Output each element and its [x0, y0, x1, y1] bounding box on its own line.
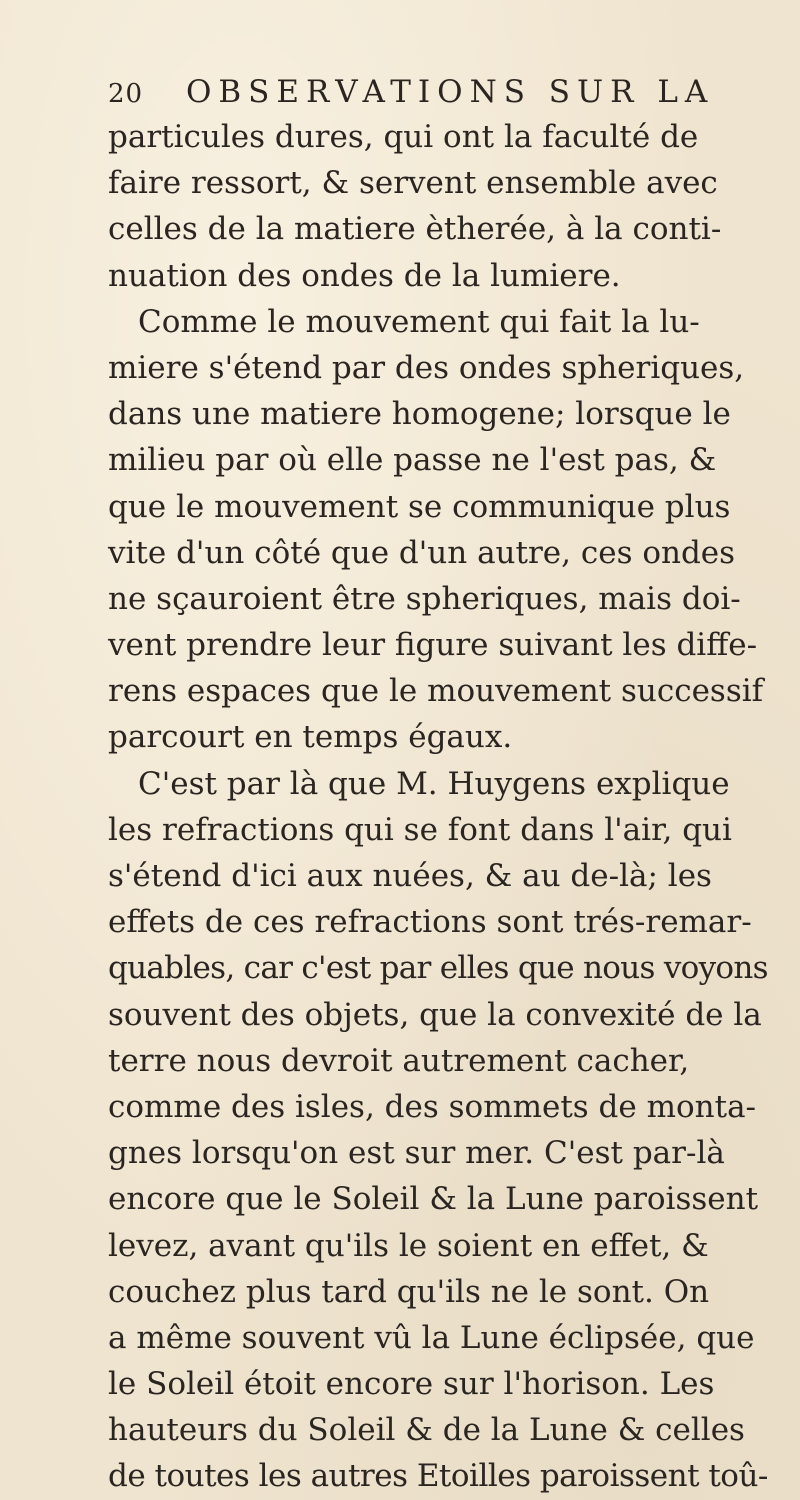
text-line: comme des isles, des sommets de monta- — [108, 1088, 757, 1125]
text-line: hauteurs du Soleil & de la Lune & celles — [108, 1412, 745, 1449]
text-line: le Soleil étoit encore sur l'horison. Les — [108, 1366, 715, 1403]
text-line: parcourt en temps égaux. — [108, 719, 513, 756]
text-line: levez, avant qu'ils le soient en effet, & — [108, 1227, 709, 1264]
text-line: nuation des ondes de la lumiere. — [108, 257, 621, 294]
text-line: gnes lorsqu'on est sur mer. C'est par-là — [108, 1135, 725, 1172]
text-line: souvent des objets, que la convexité de la — [108, 996, 762, 1033]
text-line: effets de ces refractions sont trés-remar- — [108, 904, 752, 941]
text-line: faire ressort, & servent ensemble avec — [108, 165, 718, 202]
text-line: rens espaces que le mouvement successif — [108, 673, 764, 710]
body-text — [108, 114, 768, 1500]
text-line: celles de la matiere ètherée, à la conti- — [108, 211, 722, 248]
text-line: les refractions qui se font dans l'air, qui — [108, 811, 732, 848]
page-number: 20 — [108, 79, 144, 109]
text-line: vent prendre leur figure suivant les diffe- — [108, 627, 758, 664]
text-line: ne sçauroient être spheriques, mais doi- — [108, 580, 741, 617]
text-line: a même souvent vû la Lune éclipsée, que — [108, 1319, 755, 1356]
text-line: s'étend d'ici aux nuées, & au de-là; les — [108, 858, 712, 894]
text-line: couchez plus tard qu'ils ne le sont. On — [108, 1273, 710, 1310]
running-title: OBSERVATIONS SUR LA — [185, 74, 715, 110]
text-line: particules dures, qui ont la faculté de — [108, 119, 699, 155]
paragraph-start-line: Comme le mouvement qui fait la lu- — [138, 303, 700, 340]
text-line: encore que le Soleil & la Lune paroissent — [108, 1181, 759, 1218]
paragraph-start-line: C'est par là que M. Huygens explique — [138, 765, 730, 802]
text-line: milieu par où elle passe ne l'est pas, & — [108, 442, 717, 479]
running-head — [108, 74, 715, 118]
text-line: dans une matiere homogene; lorsque le — [108, 396, 731, 433]
text-line: quables, car c'est par elles que nous voyons — [108, 950, 768, 987]
text-line: vite d'un côté que d'un autre, ces ondes — [108, 534, 736, 571]
text-line: terre nous devroit autrement cacher, — [108, 1042, 690, 1079]
text-line: miere s'étend par des ondes spheriques, — [108, 349, 745, 386]
text-line: que le mouvement se communique plus — [108, 488, 731, 525]
text-line: de toutes les autres Etoilles paroissent toû- — [108, 1458, 768, 1495]
